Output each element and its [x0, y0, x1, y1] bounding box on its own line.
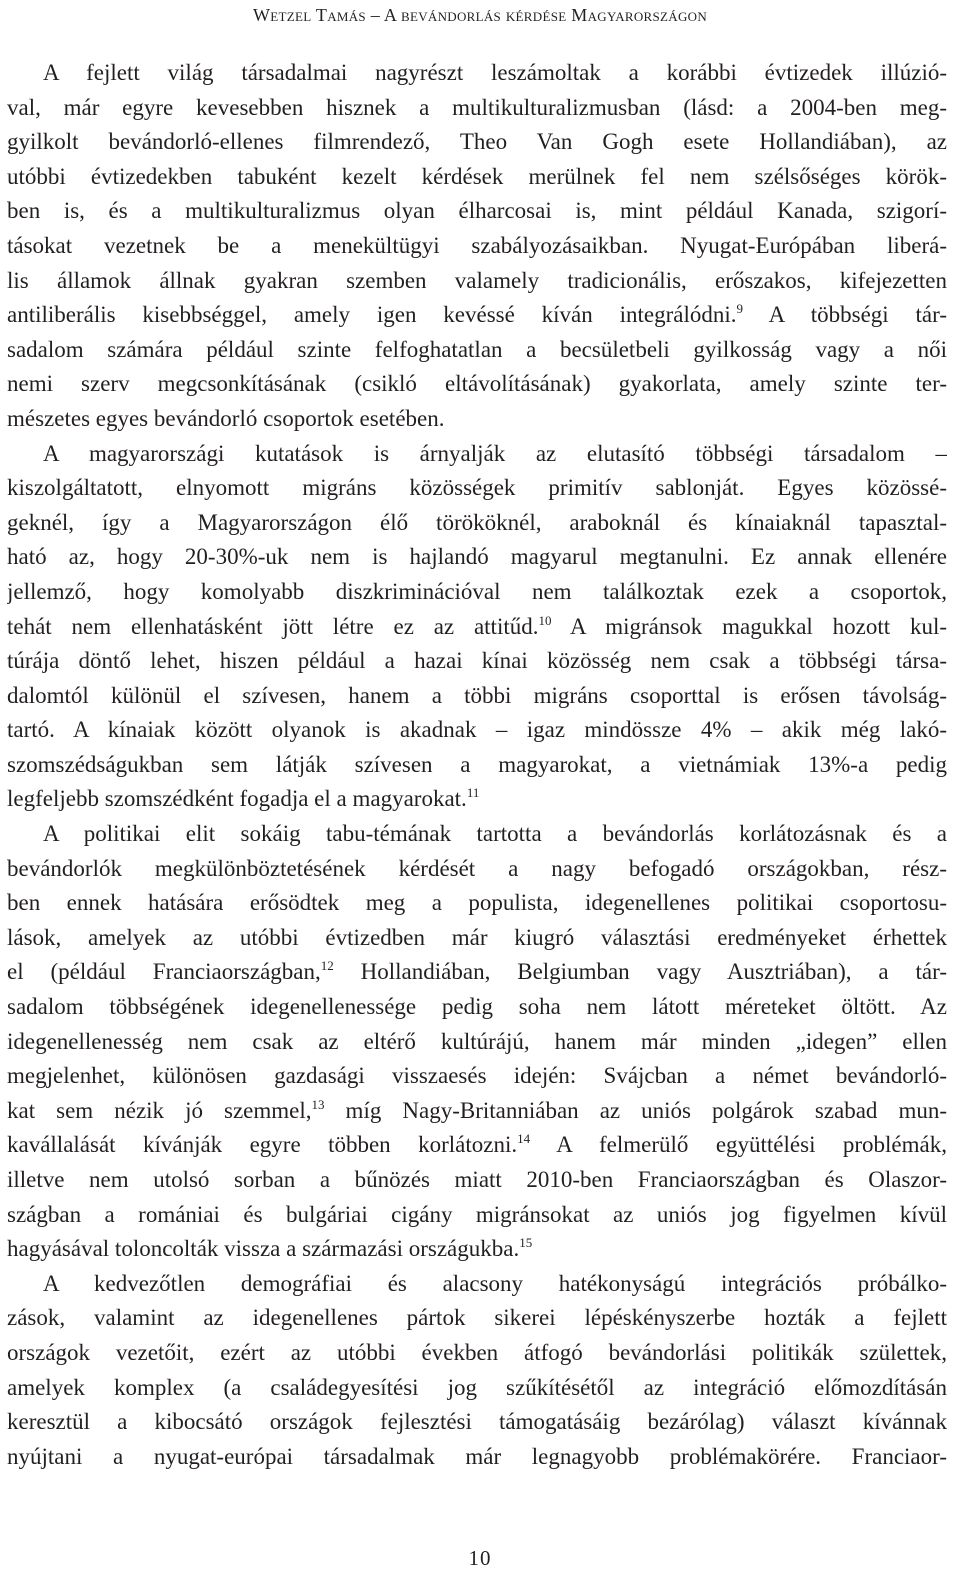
footnote-marker: 15: [519, 1235, 533, 1251]
text-line: geknél, így a Magyarországon élő törököknél, araboknál és kínaiaknál tapasztal-: [7, 509, 947, 535]
text-line: [7, 298, 947, 333]
page-number: 10: [468, 1546, 492, 1570]
paragraph: [7, 817, 947, 1267]
running-head: Wetzel Tamás – A bevándorlás kérdése Magyarországon: [252, 5, 708, 25]
text-line: keresztül a kibocsátó országok fejlesztési támogatásáig bezárólag) választ kívánnak: [7, 1409, 947, 1435]
text-line: [7, 1094, 947, 1129]
text-line: sadalom többségének idegenellenessége pedig soha nem látott méreteket öltött. Az: [7, 994, 947, 1020]
line-text: míg Nagy-Britanniában az uniós polgárok szabad mun-: [324, 1097, 947, 1123]
text-line: bevándorlók megkülönböztetésének kérdését a nagy befogadó országokban, rész-: [7, 855, 947, 881]
text-line: utóbbi évtizedekben tabuként kezelt kérdések merülnek fel nem szélsőséges körök-: [7, 163, 947, 189]
text-line: A magyarországi kutatások is árnyalják az elutasító többségi társadalom –: [43, 440, 947, 466]
text-line: [7, 1232, 947, 1267]
text-line: kiszolgáltatott, elnyomott migráns közösségek primitív sablonját. Egyes közössé-: [7, 475, 947, 501]
text-line: szágban a romániai és bulgáriai cigány migránsokat az uniós jog figyelmen kívül: [7, 1201, 947, 1227]
footnote-marker: 13: [311, 1096, 325, 1112]
paragraph: [7, 437, 947, 818]
text-line: nemi szerv megcsonkításának (csikló eltávolításának) gyakorlata, amely szinte ter-: [7, 371, 947, 397]
text-line: [7, 1128, 947, 1163]
text-line: ben ennek hatására erősödtek meg a populista, idegenellenes politikai csoportosu-: [7, 890, 947, 916]
body-text: [7, 56, 947, 1474]
text-line: [7, 610, 947, 645]
text-line: nyújtani a nyugat-európai társadalmak már legnagyobb problémakörére. Franciaor-: [7, 1443, 947, 1469]
text-line: amelyek komplex (a családegyesítési jog szűkítésétől az integráció előmozdításán: [7, 1374, 947, 1400]
line-text: A felmerülő együttélési problémák,: [530, 1132, 947, 1158]
text-line: A fejlett világ társadalmai nagyrészt leszámoltak a korábbi évtizedek illúzió-: [43, 60, 947, 85]
footnote-marker: 10: [538, 612, 552, 628]
line-text: A migránsok magukkal hozott kul-: [551, 613, 947, 639]
line-text: tehát nem ellenhatásként jött létre ez az attitűd.: [7, 613, 539, 639]
text-line: ható az, hogy 20-30%-uk nem is hajlandó magyarul megtanulni. Ez annak ellenére: [7, 544, 947, 570]
text-line: sadalom számára például szinte felfoghatatlan a becsületbeli gyilkosság vagy a női: [7, 336, 947, 362]
footnote-marker: 14: [517, 1131, 531, 1147]
line-text: kavállalását kívánják egyre többen korlátozni.: [7, 1132, 518, 1158]
line-text: A többségi tár-: [743, 302, 947, 328]
text-line: jellemző, hogy komolyabb diszkriminációval nem találkoztak ezek a csoportok,: [7, 578, 947, 604]
text-line: szomszédságukban sem látják szívesen a magyarokat, a vietnámiak 13%-a pedig: [7, 751, 947, 777]
footnote-marker: 12: [320, 958, 334, 974]
text-line: tásokat vezetnek be a menekültügyi szabályozásaikban. Nyugat-Európában liberá-: [7, 232, 947, 258]
text-line: lis államok állnak gyakran szemben valamely tradicionális, erőszakos, kifejezetten: [7, 267, 947, 293]
text-line: ben is, és a multikulturalizmus olyan élharcosai is, mint például Kanada, szigorí-: [7, 198, 947, 224]
paragraph: [7, 1267, 947, 1475]
footnote-marker: 9: [736, 301, 743, 317]
text-line: lások, amelyek az utóbbi évtizedben már kiugró választási eredményeket érhettek: [7, 924, 947, 950]
text-line: A kedvezőtlen demográfiai és alacsony hatékonyságú integrációs próbálko-: [43, 1270, 947, 1296]
text-line: val, már egyre kevesebben hisznek a multikulturalizmusban (lásd: a 2004-ben meg-: [7, 94, 947, 120]
text-line: megjelenhet, különösen gazdasági visszaesés idején: Svájcban a német bevándorló-: [7, 1063, 947, 1089]
line-text: Hollandiában, Belgiumban vagy Ausztriában), a tár-: [333, 959, 947, 985]
text-line: tartó. A kínaiak között olyanok is akadnak – igaz mindössze 4% – akik még lakó-: [7, 717, 947, 743]
text-line: idegenellenesség nem csak az eltérő kultúrájú, hanem már minden „idegen” ellen: [7, 1028, 947, 1054]
line-text: hagyásával toloncolták vissza a származási országukba.: [7, 1236, 520, 1262]
line-text: antiliberális kisebbséggel, amely igen kevéssé kíván integrálódni.: [7, 302, 737, 328]
line-text: legfeljebb szomszédként fogadja el a magyarokat.: [7, 786, 467, 812]
text-line: A politikai elit sokáig tabu-témának tartotta a bevándorlás korlátozásnak és a: [43, 821, 947, 847]
text-line: [7, 955, 947, 990]
text-line: túrája döntő lehet, hiszen például a hazai kínai közösség nem csak a többségi társa-: [7, 648, 947, 674]
paragraph: [7, 56, 947, 437]
text-line: gyilkolt bevándorló-ellenes filmrendező, Theo Van Gogh esete Hollandiában), az: [7, 129, 947, 155]
line-text: el (például Franciaországban,: [7, 959, 321, 985]
text-line: [7, 782, 947, 817]
text-line: zások, valamint az idegenellenes pártok sikerei lépéskényszerbe hozták a fejlett: [7, 1305, 947, 1331]
text-line: mészetes egyes bevándorló csoportok esetében.: [7, 405, 445, 431]
text-line: dalomtól különül el szívesen, hanem a többi migráns csoporttal is erősen távolság-: [7, 682, 947, 708]
text-line: illetve nem utolsó sorban a bűnözés miatt 2010-ben Franciaországban és Olaszor-: [7, 1167, 947, 1192]
text-line: országok vezetőit, ezért az utóbbi években átfogó bevándorlási politikák születtek,: [7, 1339, 947, 1365]
line-text: kat sem nézik jó szemmel,: [7, 1097, 312, 1123]
footnote-marker: 11: [466, 785, 480, 801]
